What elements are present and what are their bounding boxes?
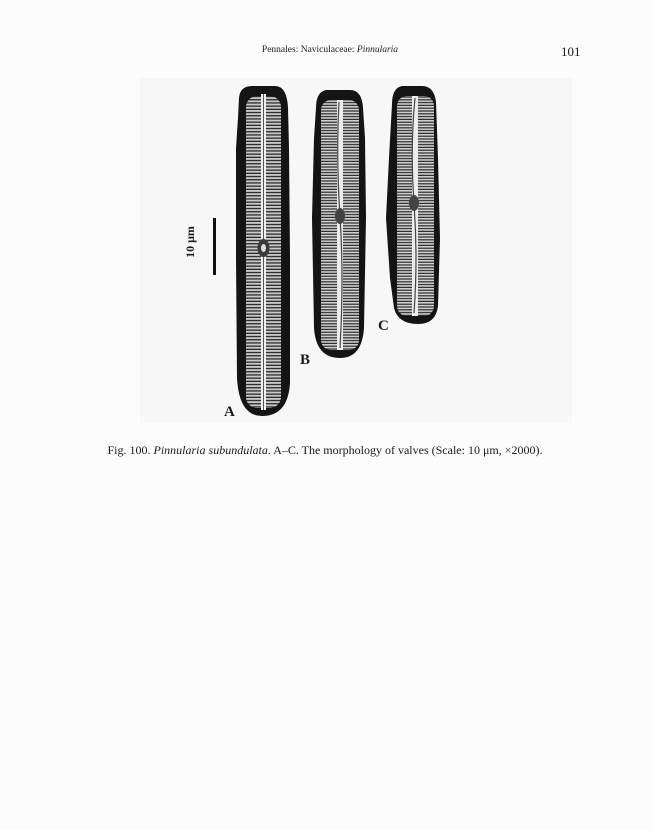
running-head-prefix: Pennales: Naviculaceae:	[261, 45, 357, 55]
caption-species: Pinnularia subundulata	[153, 443, 268, 457]
caption-prefix: Fig. 100.	[107, 443, 154, 457]
figure-plate	[140, 78, 572, 423]
label-b: B	[300, 352, 311, 368]
scale-bar	[213, 218, 216, 275]
diatom-micrographs	[140, 78, 572, 423]
page-number: 101	[561, 44, 581, 59]
valve-c	[386, 86, 440, 324]
figure-caption	[60, 443, 590, 458]
valve-b	[312, 90, 366, 358]
label-a: A	[224, 404, 235, 420]
valve-a	[236, 86, 290, 416]
caption-suffix: . A–C. The morphology of valves (Scale: 10 μm, ×2000).	[267, 443, 543, 457]
label-c: C	[378, 318, 389, 334]
running-head	[180, 45, 480, 55]
scale-bar-label: 10 μm	[183, 226, 197, 258]
running-head-genus: Pinnularia	[356, 45, 399, 55]
